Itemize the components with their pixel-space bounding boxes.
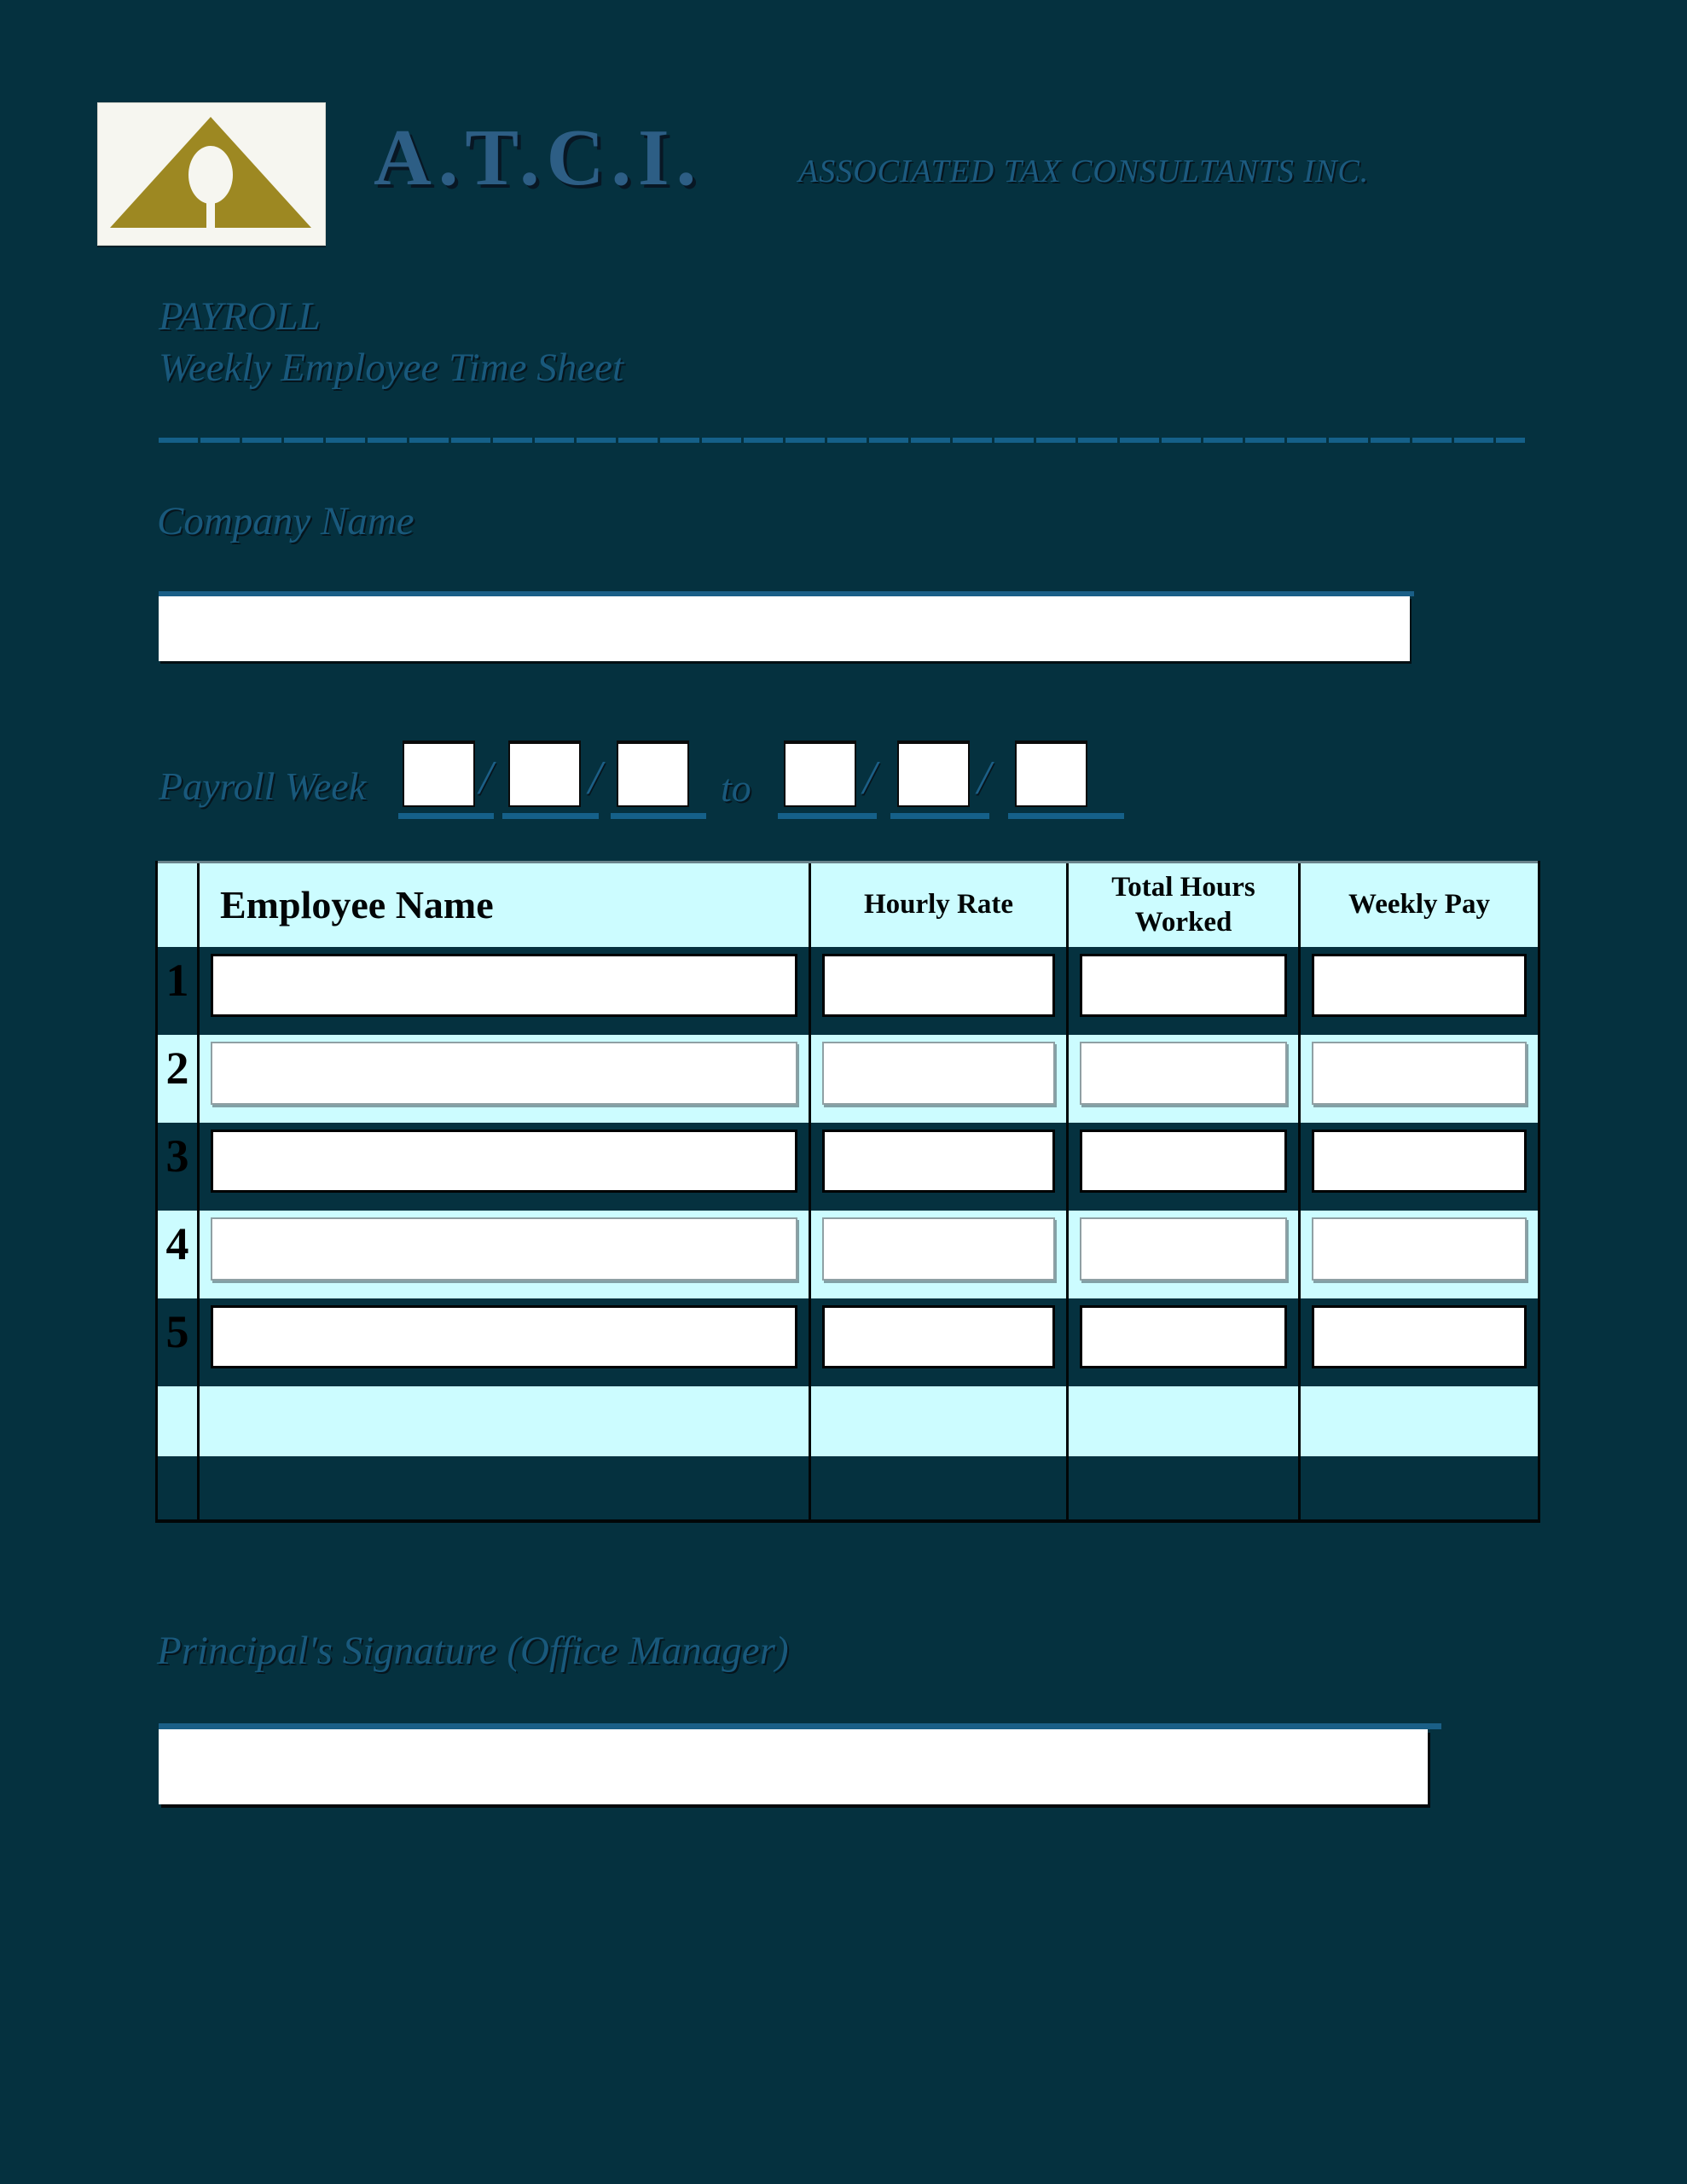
company-full-name: ASSOCIATED TAX CONSULTANTS INC. [798,154,1370,189]
table-row [158,1123,1538,1211]
date-slash: / [588,752,602,804]
end-day-input[interactable] [897,741,970,807]
divider-line [159,438,1525,443]
row-number: 3 [165,1130,189,1182]
row-number: 4 [165,1218,189,1269]
date-slash: / [977,752,991,804]
start-day-input[interactable] [508,741,581,807]
date-slash: / [863,752,877,804]
field-top-line [159,1723,1441,1729]
employee-name-input-3[interactable] [211,1130,797,1193]
table-row [158,947,1538,1035]
date-underline [1008,813,1124,819]
document-title: Weekly Employee Time Sheet [159,346,624,390]
date-underline [398,813,494,819]
weekly-pay-input-5[interactable] [1312,1305,1527,1368]
header-corner-cell [158,863,197,947]
table-row [158,1211,1538,1298]
to-label: to [721,766,751,810]
table-row [158,1035,1538,1123]
total-hours-input-5[interactable] [1080,1305,1287,1368]
header-employee-name: Employee Name [197,863,809,947]
start-year-input[interactable] [617,741,689,807]
employee-name-input-1[interactable] [211,954,797,1017]
employee-name-input-5[interactable] [211,1305,797,1368]
weekly-pay-input-4[interactable] [1312,1217,1527,1281]
total-hours-input-1[interactable] [1080,954,1287,1017]
date-underline [502,813,599,819]
row-number: 2 [165,1043,189,1094]
header-weekly-pay: Weekly Pay [1298,863,1538,947]
table-row [158,1298,1538,1386]
header-hourly-rate: Hourly Rate [809,863,1066,947]
start-month-input[interactable] [403,741,475,807]
company-abbreviation: A.T.C.I. [374,113,704,202]
total-hours-input-3[interactable] [1080,1130,1287,1193]
hourly-rate-input-3[interactable] [822,1130,1055,1193]
weekly-pay-input-2[interactable] [1312,1042,1527,1105]
total-hours-input-2[interactable] [1080,1042,1287,1105]
hourly-rate-input-4[interactable] [822,1217,1055,1281]
company-name-field-group [159,591,1414,661]
table-row-empty [158,1456,1538,1519]
total-hours-input-4[interactable] [1080,1217,1287,1281]
signature-label: Principal's Signature (Office Manager) [157,1629,789,1673]
employee-name-input-4[interactable] [211,1217,797,1281]
date-underline [890,813,989,819]
signature-field-group [159,1723,1441,1804]
section-title: PAYROLL [159,294,321,339]
time-sheet-table [155,861,1540,1523]
company-name-input[interactable] [159,596,1410,661]
atci-logo [97,102,326,246]
date-underline [778,813,877,819]
end-year-input[interactable] [1015,741,1087,807]
row-number: 1 [165,955,189,1006]
row-number: 5 [165,1306,189,1357]
end-month-input[interactable] [784,741,856,807]
employee-name-input-2[interactable] [211,1042,797,1105]
header-total-hours: Total Hours Worked [1066,863,1298,947]
signature-input[interactable] [159,1729,1428,1804]
table-row-empty [158,1386,1538,1456]
triangle-keyhole-icon [98,103,323,243]
company-name-label: Company Name [157,499,415,543]
weekly-pay-input-3[interactable] [1312,1130,1527,1193]
table-header-row [158,861,1538,947]
payroll-week-label: Payroll Week [159,764,367,808]
hourly-rate-input-2[interactable] [822,1042,1055,1105]
hourly-rate-input-5[interactable] [822,1305,1055,1368]
date-slash: / [479,752,493,804]
weekly-pay-input-1[interactable] [1312,954,1527,1017]
hourly-rate-input-1[interactable] [822,954,1055,1017]
date-underline [611,813,706,819]
